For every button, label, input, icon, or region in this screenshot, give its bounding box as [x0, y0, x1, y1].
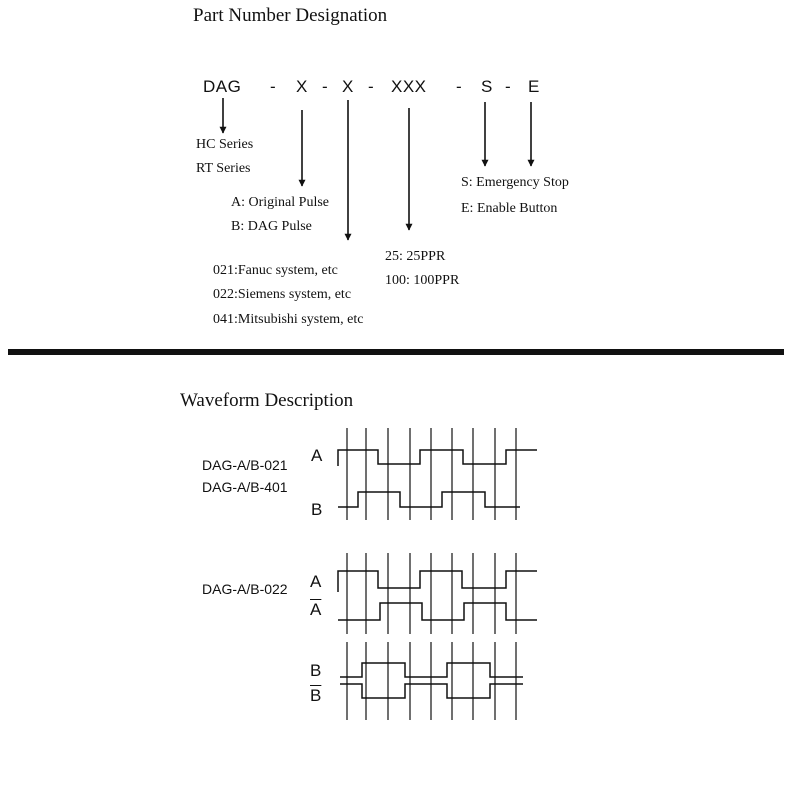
code-series: DAG — [203, 77, 242, 96]
ppr-option-100: 100: 100PPR — [385, 273, 460, 288]
g3-timing-ticks — [347, 642, 516, 720]
g2-wave-a — [338, 571, 537, 592]
part-number-title: Part Number Designation — [193, 5, 388, 26]
code-ppr: XXX — [391, 77, 427, 96]
waveform-title: Waveform Description — [180, 390, 354, 411]
code-dash-3: - — [368, 77, 375, 96]
code-stop: S — [481, 77, 493, 96]
code-dash-5: - — [505, 77, 512, 96]
code-system: X — [342, 77, 354, 96]
g2-wave-a-inverted — [338, 603, 537, 620]
button-option-e: E: Enable Button — [461, 201, 558, 216]
g2-channel-b-label: B — [310, 661, 322, 680]
series-option-hc: HC Series — [196, 137, 254, 152]
code-enable: E — [528, 77, 540, 96]
code-dash-2: - — [322, 77, 329, 96]
series-option-rt: RT Series — [196, 161, 251, 176]
g2-channel-a-label: A — [310, 572, 322, 591]
pulse-option-a: A: Original Pulse — [231, 195, 329, 210]
model-label-022: DAG-A/B-022 — [202, 581, 288, 597]
ppr-option-25: 25: 25PPR — [385, 249, 446, 264]
g2-timing-ticks — [347, 553, 516, 634]
pulse-option-b: B: DAG Pulse — [231, 219, 312, 234]
g2-channel-b-inverted-label: $\overline{B}$ — [310, 686, 322, 705]
system-option-022: 022:Siemens system, etc — [213, 287, 352, 302]
g2-channel-a-inverted-label: $\overline{A}$ — [310, 600, 322, 619]
code-dash-4: - — [456, 77, 463, 96]
g1-channel-a-label: A — [311, 446, 323, 465]
model-label-021: DAG-A/B-021 — [202, 457, 288, 473]
system-option-041: 041:Mitsubishi system, etc — [213, 312, 364, 327]
system-option-021: 021:Fanuc system, etc — [213, 263, 338, 278]
g1-wave-a — [338, 450, 537, 466]
g1-channel-b-label: B — [311, 500, 323, 519]
code-pulse: X — [296, 77, 308, 96]
button-option-s: S: Emergency Stop — [461, 175, 569, 190]
g1-wave-b — [338, 492, 520, 507]
model-label-401: DAG-A/B-401 — [202, 479, 288, 495]
g1-timing-ticks — [347, 428, 516, 520]
code-dash-1: - — [270, 77, 277, 96]
